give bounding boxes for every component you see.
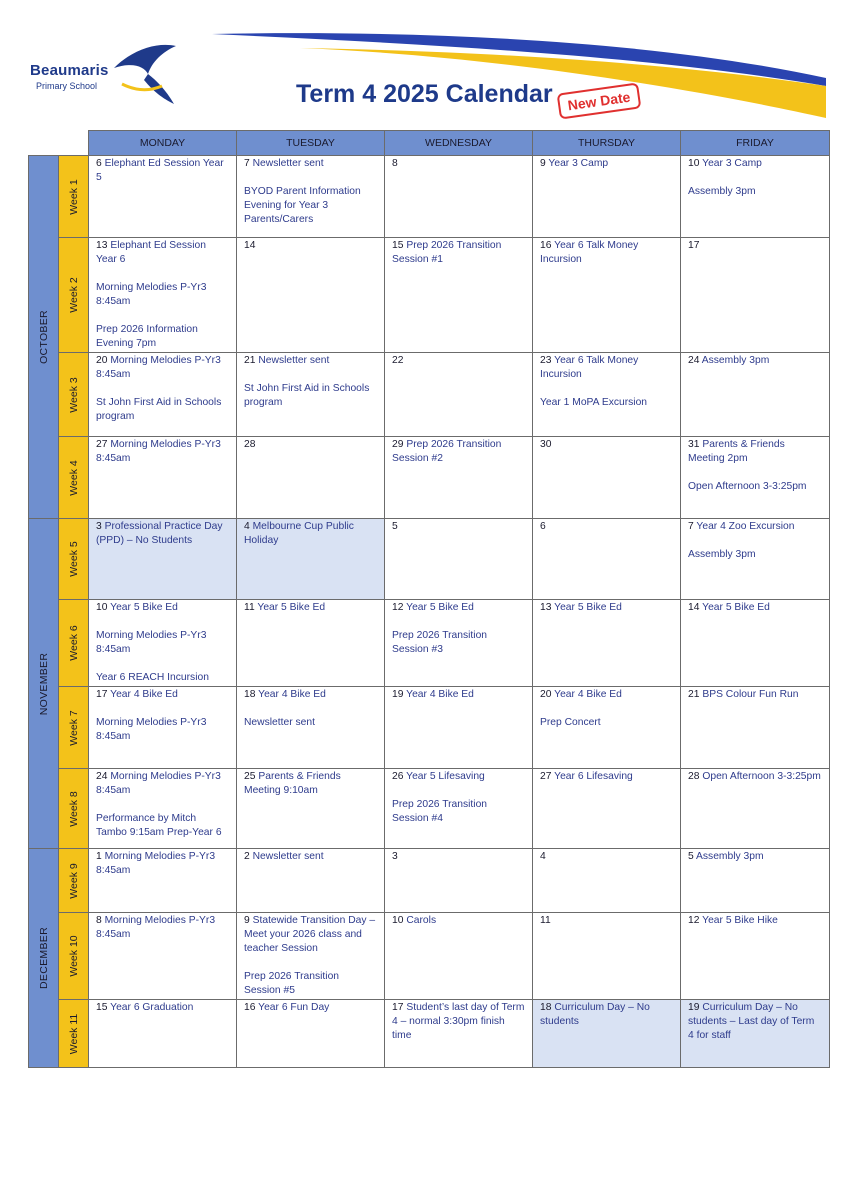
event-text: Morning Melodies P-Yr3 8:45am [96,771,221,796]
day-cell [533,156,681,238]
event-text: Year 5 Bike Ed [702,602,770,613]
day-number: 6 [540,521,546,532]
page-title: Term 4 2025 Calendar [296,80,553,108]
week-row [29,1000,830,1068]
week-label: Week 2 [67,277,80,313]
event-text: Year 3 Camp [548,158,609,169]
day-number: 22 [392,355,404,366]
day-cell [681,769,830,849]
day-cell [237,1000,385,1068]
event-spacer [244,956,377,970]
day-number: 16 [244,1002,256,1013]
event-text: Statewide Transition Day – Meet your 2026 class and teacher Session [244,915,376,954]
day-number: 14 [244,240,256,251]
day-number: 28 [688,771,700,782]
day-cell [681,238,830,353]
day-first-line [96,520,229,548]
day-first-line [392,157,525,171]
week-label-cell [59,437,89,519]
day-first-line [244,601,377,615]
event-text: Year 6 Lifesaving [554,771,633,782]
day-number: 16 [540,240,552,251]
day-first-line [540,438,673,452]
week-row [29,687,830,769]
event-text: Parents & Friends Meeting 9:10am [244,771,341,796]
day-number: 5 [392,521,398,532]
event-text: St John First Aid in Schools program [96,397,222,422]
day-number: 21 [244,355,256,366]
header-monday: MONDAY [89,131,237,156]
day-number: 12 [392,602,404,613]
day-cell [237,600,385,687]
day-cell [89,687,237,769]
day-cell [237,353,385,437]
day-first-line [540,688,673,702]
week-label-cell [59,1000,89,1068]
week-label-cell [59,769,89,849]
month-label-cell [29,156,59,519]
day-number: 24 [688,355,700,366]
event-spacer [688,171,822,185]
day-number: 9 [244,915,250,926]
day-cell [237,519,385,600]
week-row [29,156,830,238]
day-number: 18 [244,689,256,700]
month-label-cell [29,849,59,1068]
day-number: 12 [688,915,700,926]
day-first-line [244,914,377,956]
event-text: Elephant Ed Session Year 6 [96,240,206,265]
day-cell [681,519,830,600]
event-text: Curriculum Day – No students – Last day of Term 4 for staff [688,1002,815,1041]
day-number: 29 [392,439,404,450]
day-first-line [392,770,525,784]
event-text: Year 4 Bike Ed [258,689,326,700]
week-label-cell [59,849,89,913]
event-text: Year 6 Talk Money Incursion [540,355,639,380]
week-label-cell [59,913,89,1000]
day-number: 7 [688,521,694,532]
day-cell [385,687,533,769]
day-first-line [540,239,673,267]
event-spacer [688,534,822,548]
day-first-line [392,438,525,466]
day-number: 13 [96,240,108,251]
event-text: Morning Melodies P-Yr3 8:45am [96,355,221,380]
event-spacer [96,382,229,396]
day-first-line [96,688,229,702]
event-text: Open Afternoon 3-3:25pm [688,481,807,492]
day-cell [237,238,385,353]
day-cell [681,1000,830,1068]
day-cell [89,353,237,437]
day-first-line [688,520,822,534]
day-cell [385,769,533,849]
day-number: 17 [392,1002,404,1013]
day-cell [237,156,385,238]
event-text: Year 5 Bike Ed [406,602,474,613]
day-first-line [96,354,229,382]
week-label: Week 3 [67,376,80,413]
day-first-line [96,770,229,798]
day-cell [533,238,681,353]
week-label-cell [59,156,89,238]
week-label-cell [59,519,89,600]
event-text: Elephant Ed Session Year 5 [96,158,224,183]
day-number: 19 [392,689,404,700]
day-first-line [540,1001,673,1029]
day-number: 2 [244,851,250,862]
day-number: 28 [244,439,256,450]
day-first-line [540,520,673,534]
day-number: 3 [392,851,398,862]
day-cell [237,687,385,769]
week-label: Week 10 [67,935,80,977]
event-spacer [540,702,673,716]
day-first-line [392,520,525,534]
week-label: Week 11 [67,1013,80,1054]
day-number: 17 [96,689,108,700]
day-cell [89,600,237,687]
month-label-cell [29,519,59,849]
week-label: Week 6 [67,625,80,661]
event-text: Year 5 Lifesaving [406,771,485,782]
day-number: 11 [244,602,255,613]
day-first-line [688,239,822,253]
day-first-line [392,688,525,702]
day-number: 21 [688,689,700,700]
day-number: 11 [540,915,551,926]
day-number: 19 [688,1002,700,1013]
day-number: 18 [540,1002,552,1013]
day-cell [385,1000,533,1068]
event-text: Prep 2026 Information Evening 7pm [96,324,198,349]
day-number: 8 [96,915,102,926]
weekday-header-row [29,131,830,156]
day-first-line [244,354,377,368]
day-number: 20 [96,355,108,366]
week-label-cell [59,238,89,353]
day-first-line [392,850,525,864]
day-number: 15 [96,1002,108,1013]
event-spacer [96,309,229,323]
event-text: Year 4 Zoo Excursion [696,521,795,532]
event-text: Prep 2026 Transition Session #3 [392,630,488,655]
event-text: Prep 2026 Transition Session #1 [392,240,502,265]
day-first-line [688,157,822,171]
day-first-line [540,601,673,615]
day-number: 5 [688,851,694,862]
week-row [29,600,830,687]
day-first-line [244,157,377,171]
day-first-line [244,1001,377,1015]
event-text: Year 6 Fun Day [258,1002,330,1013]
event-text: Assembly 3pm [688,186,756,197]
event-text: Assembly 3pm [701,355,770,366]
day-cell [681,437,830,519]
event-text: Year 6 Talk Money Incursion [540,240,639,265]
day-cell [681,600,830,687]
day-cell [533,519,681,600]
day-cell [681,353,830,437]
day-number: 27 [96,439,108,450]
day-cell [237,849,385,913]
day-first-line [96,239,229,267]
day-first-line [688,850,822,864]
day-cell [533,687,681,769]
day-cell [533,353,681,437]
week-row [29,849,830,913]
day-first-line [688,770,822,784]
week-row [29,913,830,1000]
day-number: 27 [540,771,552,782]
week-row [29,769,830,849]
event-text: Year 6 Graduation [110,1002,194,1013]
day-cell [533,913,681,1000]
day-cell [237,913,385,1000]
week-label-cell [59,600,89,687]
school-logo [30,40,180,110]
day-cell [89,913,237,1000]
day-first-line [540,914,673,928]
event-text: Year 5 Bike Ed [110,602,178,613]
day-number: 9 [540,158,546,169]
day-cell [385,849,533,913]
event-text: Open Afternoon 3-3:25pm [702,771,821,782]
day-cell [681,156,830,238]
event-text: Morning Melodies P-Yr3 8:45am [96,439,221,464]
day-first-line [244,520,377,548]
header-thursday: THURSDAY [533,131,681,156]
day-cell [89,437,237,519]
week-row [29,238,830,353]
week-label: Week 5 [67,541,80,577]
week-label: Week 9 [67,862,80,899]
day-cell [89,769,237,849]
day-first-line [688,914,822,928]
event-text: Year 4 Bike Ed [406,689,474,700]
event-text: Carols [406,915,437,926]
month-label: DECEMBER [37,927,50,989]
month-label: OCTOBER [37,310,50,364]
event-text: Performance by Mitch Tambo 9:15am Prep-Year 6 [96,813,222,838]
day-cell [385,519,533,600]
day-cell [385,600,533,687]
week-row [29,519,830,600]
day-number: 13 [540,602,552,613]
day-number: 3 [96,521,102,532]
event-spacer [244,368,377,382]
header-corner [29,131,89,156]
day-first-line [392,1001,525,1043]
day-number: 31 [688,439,700,450]
event-text: Newsletter sent [244,717,315,728]
event-spacer [244,702,377,716]
day-cell [385,238,533,353]
day-number: 1 [96,851,102,862]
event-text: Melbourne Cup Public Holiday [244,521,354,546]
day-cell [533,769,681,849]
day-first-line [688,438,822,466]
event-text: Newsletter sent [258,355,330,366]
day-cell [89,156,237,238]
day-cell [681,913,830,1000]
event-text: Year 3 Camp [702,158,762,169]
day-first-line [244,850,377,864]
school-subtitle: Primary School [36,81,98,91]
day-first-line [688,354,822,368]
event-text: Parents & Friends Meeting 2pm [688,439,785,464]
event-text: Year 4 Bike Ed [110,689,178,700]
day-number: 25 [244,771,256,782]
school-name: Beaumaris [30,62,109,79]
day-first-line [688,688,822,702]
event-text: Newsletter sent [252,851,324,862]
event-text: Year 5 Bike Hike [702,915,778,926]
day-first-line [540,850,673,864]
event-spacer [392,784,525,798]
day-number: 10 [392,915,404,926]
event-text: Student’s last day of Term 4 – normal 3:30pm finish time [392,1002,525,1041]
day-number: 10 [688,158,700,169]
day-number: 23 [540,355,552,366]
day-number: 17 [688,240,700,251]
event-text: Morning Melodies P-Yr3 8:45am [96,630,207,655]
day-first-line [540,157,673,171]
week-label: Week 1 [67,178,80,215]
day-first-line [96,157,229,185]
day-first-line [688,601,822,615]
day-cell [681,849,830,913]
event-text: BYOD Parent Information Evening for Year 3 Parents/Carers [244,186,361,225]
day-first-line [244,770,377,798]
day-cell [385,156,533,238]
day-cell [89,849,237,913]
week-label: Week 4 [67,459,80,496]
day-first-line [540,770,673,784]
event-text: Year 5 Bike Ed [257,602,326,613]
day-cell [385,437,533,519]
day-number: 24 [96,771,108,782]
day-number: 26 [392,771,404,782]
day-number: 15 [392,240,404,251]
day-number: 6 [96,158,102,169]
day-first-line [540,354,673,382]
event-text: Year 1 MoPA Excursion [540,397,648,408]
event-spacer [96,702,229,716]
day-first-line [392,914,525,928]
event-spacer [392,615,525,629]
day-number: 10 [96,602,108,613]
week-row [29,353,830,437]
day-cell [89,1000,237,1068]
event-text: Assembly 3pm [688,549,756,560]
day-first-line [688,1001,822,1043]
event-spacer [688,466,822,480]
day-first-line [244,438,377,452]
event-spacer [96,798,229,812]
day-cell [533,849,681,913]
day-number: 30 [540,439,552,450]
day-number: 4 [244,521,250,532]
event-text: Morning Melodies P-Yr3 8:45am [96,851,216,876]
event-text: Assembly 3pm [696,851,764,862]
header-tuesday: TUESDAY [237,131,385,156]
day-number: 14 [688,602,700,613]
week-row [29,437,830,519]
day-cell [237,769,385,849]
day-number: 7 [244,158,250,169]
event-text: Newsletter sent [252,158,324,169]
event-text: Prep 2026 Transition Session #4 [392,799,488,824]
event-spacer [540,382,673,396]
day-first-line [392,239,525,267]
new-date-stamp: New Date [557,82,642,119]
seagull-icon [104,40,184,110]
event-text: Prep 2026 Transition Session #5 [244,971,340,996]
month-label: NOVEMBER [37,652,50,715]
day-cell [681,687,830,769]
event-text: Year 6 REACH Incursion [96,672,209,683]
event-text: Prep Concert [540,717,601,728]
header-wednesday: WEDNESDAY [385,131,533,156]
event-text: BPS Colour Fun Run [702,689,799,700]
event-spacer [96,267,229,281]
event-spacer [244,171,377,185]
day-first-line [96,1001,229,1015]
day-number: 8 [392,158,398,169]
day-first-line [96,438,229,466]
event-text: Curriculum Day – No students [540,1002,650,1027]
day-first-line [244,688,377,702]
event-text: Year 4 Bike Ed [554,689,622,700]
event-text: Prep 2026 Transition Session #2 [392,439,502,464]
day-cell [237,437,385,519]
event-spacer [96,657,229,671]
day-cell [89,238,237,353]
day-cell [385,913,533,1000]
day-cell [533,600,681,687]
week-label: Week 7 [67,709,80,746]
day-cell [533,437,681,519]
day-cell [385,353,533,437]
day-number: 20 [540,689,552,700]
day-first-line [392,354,525,368]
week-label-cell [59,353,89,437]
header-friday: FRIDAY [681,131,830,156]
event-text: Morning Melodies P-Yr3 8:45am [96,915,216,940]
day-first-line [392,601,525,615]
event-spacer [96,615,229,629]
day-cell [89,519,237,600]
day-first-line [96,601,229,615]
event-text: Professional Practice Day (PPD) – No Students [96,521,223,546]
week-label-cell [59,687,89,769]
event-text: Morning Melodies P-Yr3 8:45am [96,282,207,307]
day-first-line [244,239,377,253]
event-text: Morning Melodies P-Yr3 8:45am [96,717,207,742]
day-first-line [96,914,229,942]
calendar-table [28,130,830,1068]
day-cell [533,1000,681,1068]
week-label: Week 8 [67,790,80,827]
event-text: St John First Aid in Schools program [244,383,370,408]
day-first-line [96,850,229,878]
day-number: 4 [540,851,546,862]
event-text: Year 5 Bike Ed [554,602,622,613]
